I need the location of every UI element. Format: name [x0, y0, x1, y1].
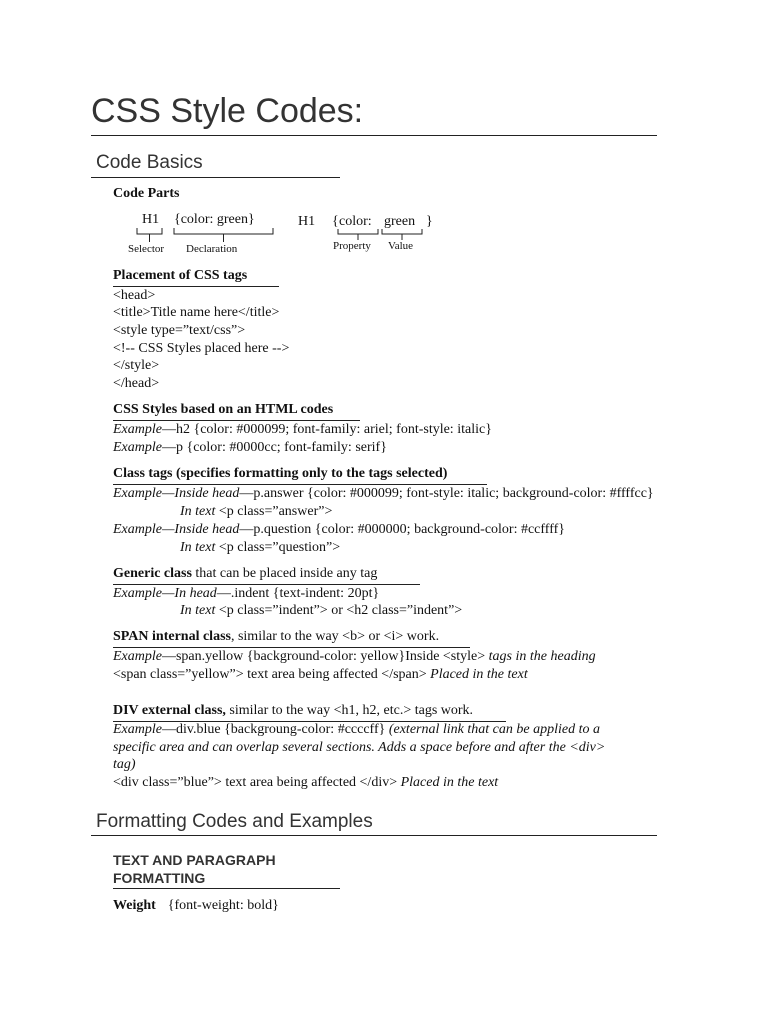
div-class-example-note-2: specific area and can overlap several sections. Adds a space before and after the <div>	[113, 740, 606, 755]
example-code: —p.answer {color: #000099; font-style: italic; background-color: #ffffcc}	[239, 486, 654, 501]
placement-line: <title>Title name here</title>	[113, 305, 280, 320]
diagram2-brace-close: }	[426, 214, 433, 229]
generic-class-heading-bold: Generic class	[113, 566, 192, 581]
diagram2-property: color:	[339, 214, 372, 229]
intext-label: In text	[180, 540, 216, 555]
div-class-heading-rest: similar to the way <h1, h2, etc.> tags work.	[225, 703, 474, 718]
usage-code: <div class=”blue”> text area being affected </div>	[113, 775, 401, 790]
formatting-rule	[91, 835, 657, 836]
intext-code: <p class=”question”>	[215, 540, 341, 555]
span-class-heading	[113, 629, 439, 645]
diagram2-label-value: Value	[388, 240, 414, 252]
diagram2-brace-open: {	[332, 214, 339, 229]
span-class-heading-bold: SPAN internal class	[113, 629, 231, 644]
example-code: —div.blue {backgroung-color: #ccccff}	[161, 722, 389, 737]
diagram2-label-property: Property	[333, 240, 371, 252]
diagram1-brackets	[130, 226, 280, 244]
example-code: —p.question {color: #000000; background-color: #ccffff}	[239, 522, 566, 537]
weight-code: {font-weight: bold}	[167, 898, 279, 913]
example-label: Example—Inside head	[113, 522, 240, 537]
placement-line: <!-- CSS Styles placed here -->	[113, 341, 290, 356]
intext-label: In text	[180, 603, 216, 618]
div-class-heading	[113, 703, 473, 719]
code-basics-rule	[91, 177, 340, 178]
diagram1-label-selector: Selector	[128, 243, 165, 255]
example-note: tags in the heading	[488, 649, 596, 664]
class-tags-example-1	[113, 486, 654, 502]
diagram1-selector: H1	[142, 212, 160, 227]
generic-class-intext	[180, 603, 462, 619]
generic-class-rule	[113, 584, 420, 585]
html-codes-rule	[113, 420, 360, 421]
span-class-usage	[113, 667, 528, 683]
text-paragraph-heading-line2: FORMATTING	[113, 870, 206, 886]
class-tags-example-1-intext	[180, 504, 332, 520]
code-basics-heading: Code Basics	[96, 152, 203, 173]
intext-code: <p class=”indent”> or <h2 class=”indent”>	[215, 603, 463, 618]
weight-label: Weight	[113, 898, 156, 913]
placement-rule	[113, 286, 279, 287]
generic-class-heading-rest: that can be placed inside any tag	[191, 566, 378, 581]
usage-code: <span class=”yellow”> text area being affected </span>	[113, 667, 431, 682]
example-note: (external link that can be applied to a	[388, 722, 600, 737]
div-class-example	[113, 722, 600, 738]
example-label: Example	[113, 722, 162, 737]
placement-line: <style type=”text/css”>	[113, 323, 246, 338]
generic-class-example	[113, 586, 379, 602]
div-class-heading-bold: DIV external class,	[113, 703, 226, 718]
class-tags-example-2-intext	[180, 540, 340, 556]
example-label: Example	[113, 649, 162, 664]
text-paragraph-rule	[113, 888, 340, 889]
div-class-example-note-3: tag)	[113, 757, 136, 772]
example-label: Example—In head	[113, 586, 217, 601]
weight-row	[113, 898, 279, 914]
example-code: —span.yellow {background-color: yellow}Inside <style>	[161, 649, 489, 664]
title-rule	[91, 135, 657, 136]
placement-line: </style>	[113, 358, 160, 373]
diagram1-label-declaration: Declaration	[186, 243, 238, 255]
html-codes-example-2	[113, 440, 387, 456]
class-tags-heading: Class tags (specifies formatting only to the tags selected)	[113, 466, 448, 481]
generic-class-heading	[113, 566, 377, 582]
class-tags-example-2	[113, 522, 565, 538]
span-class-heading-rest: , similar to the way <b> or <i> work.	[230, 629, 440, 644]
diagram2-selector: H1	[298, 214, 316, 229]
span-class-rule	[113, 647, 470, 648]
formatting-heading: Formatting Codes and Examples	[96, 811, 373, 832]
example-label: Example	[113, 440, 162, 455]
placement-heading: Placement of CSS tags	[113, 268, 248, 283]
placement-line: </head>	[113, 376, 160, 391]
code-parts-heading: Code Parts	[113, 186, 180, 201]
example-code: —p {color: #0000cc; font-family: serif}	[161, 440, 387, 455]
text-paragraph-heading-line1: TEXT AND PARAGRAPH	[113, 852, 276, 868]
example-label: Example—Inside head	[113, 486, 240, 501]
usage-note: Placed in the text	[430, 667, 528, 682]
intext-code: <p class=”answer”>	[215, 504, 333, 519]
intext-label: In text	[180, 504, 216, 519]
example-code: —.indent {text-indent: 20pt}	[216, 586, 380, 601]
span-class-example	[113, 649, 596, 665]
diagram2-value: green	[384, 214, 416, 229]
diagram1-declaration: {color: green}	[174, 212, 255, 227]
page-title: CSS Style Codes:	[91, 92, 364, 130]
class-tags-rule	[113, 484, 487, 485]
div-class-usage	[113, 775, 498, 791]
usage-note: Placed in the text	[400, 775, 499, 790]
html-codes-example-1	[113, 422, 492, 438]
example-code: —h2 {color: #000099; font-family: ariel; font-style: italic}	[161, 422, 492, 437]
example-label: Example	[113, 422, 162, 437]
placement-line: <head>	[113, 288, 156, 303]
html-codes-heading: CSS Styles based on an HTML codes	[113, 402, 334, 417]
